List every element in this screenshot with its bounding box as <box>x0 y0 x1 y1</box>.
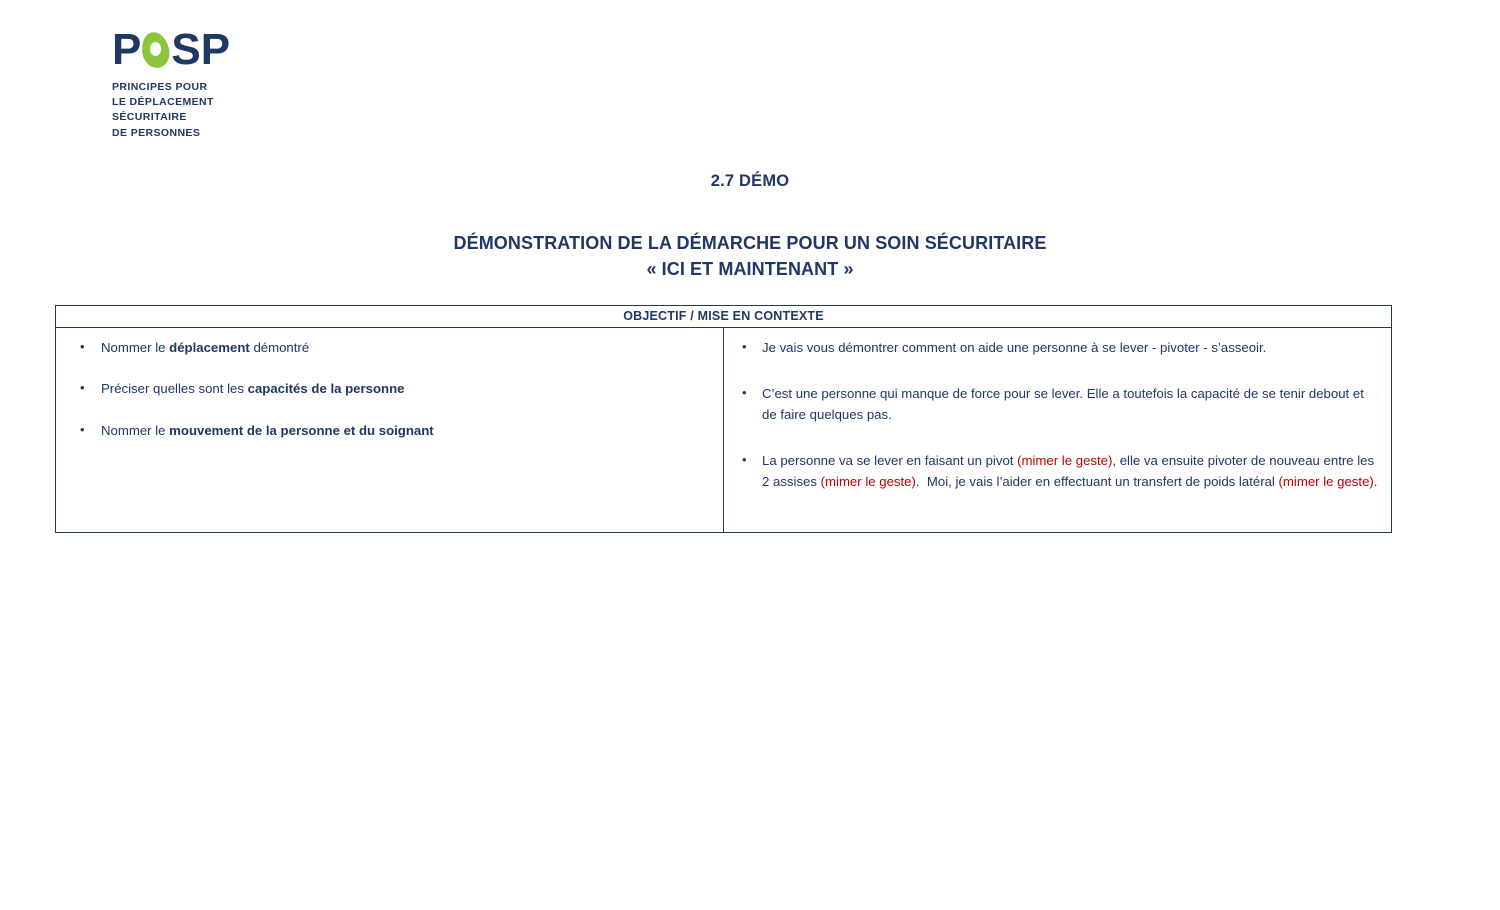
list-item-text: , elle va ensuite pivoter de nouveau entre les 2 assises <box>762 453 1378 489</box>
logo-wordmark <box>112 25 231 74</box>
list-item-text: Nommer le <box>101 340 170 355</box>
page-title-line-1: DÉMONSTRATION DE LA DÉMARCHE POUR UN SOIN SÉCURITAIRE <box>453 233 1047 253</box>
page-title <box>0 230 1500 282</box>
objectif-table <box>55 305 1392 533</box>
logo-tagline-line-4: DE PERSONNES <box>112 126 201 139</box>
list-item-highlight: (mimer le geste) <box>820 473 916 489</box>
mise-en-contexte-list <box>736 338 1379 492</box>
table-cell-mise-en-contexte <box>724 328 1392 533</box>
list-item <box>68 338 711 358</box>
list-item-highlight: (mimer le geste) <box>1017 453 1113 469</box>
logo-tagline <box>112 80 372 141</box>
list-item-text: . <box>1373 473 1378 489</box>
list-item <box>736 451 1379 492</box>
list-item-text: Nommer le <box>101 422 170 438</box>
table-row <box>56 328 1392 533</box>
list-item-emphasis: mouvement de la personne et du soignant <box>169 422 434 438</box>
list-item-text: . Moi, je vais l’aider en effectuant un transfert de poids latéral <box>915 473 1279 489</box>
logo-tagline-line-1: PRINCIPES POUR <box>112 81 208 93</box>
list-item <box>68 421 711 441</box>
list-item-text: Je vais vous démontrer comment on aide une personne à se lever - pivoter - s’asseoir. <box>762 340 1267 355</box>
list-item <box>736 384 1379 425</box>
list-item-emphasis: déplacement <box>169 340 250 355</box>
list-item <box>68 379 711 399</box>
logo-tagline-line-2: LE DÉPLACEMENT <box>112 96 214 109</box>
table-cell-objectifs <box>56 328 724 533</box>
list-item-text: La personne va se lever en faisant un pivot <box>762 453 1018 469</box>
section-number-title: 2.7 DÉMO <box>710 172 790 190</box>
logo <box>112 25 372 141</box>
leaf-icon <box>141 28 171 72</box>
list-item <box>736 338 1379 358</box>
list-item-text: démontré <box>249 340 310 355</box>
logo-tagline-line-3: SÉCURITAIRE <box>112 111 187 124</box>
list-item-highlight: (mimer le geste) <box>1278 473 1374 489</box>
page-title-line-2: « ICI ET MAINTENANT » <box>646 259 854 280</box>
table-header-row <box>56 306 1392 328</box>
logo-wordmark-left: P <box>112 25 142 74</box>
logo-wordmark-right: SP <box>171 25 231 74</box>
list-item-text: C’est une personne qui manque de force pour se lever. Elle a toutefois la capacité de se tenir debout et de faire quelques pas. <box>762 386 1368 422</box>
table-header-label: OBJECTIF / MISE EN CONTEXTE <box>56 306 1392 328</box>
objectifs-list <box>68 338 711 441</box>
list-item-emphasis: capacités de la personne <box>247 381 405 397</box>
list-item-text: Préciser quelles sont les <box>101 381 248 397</box>
